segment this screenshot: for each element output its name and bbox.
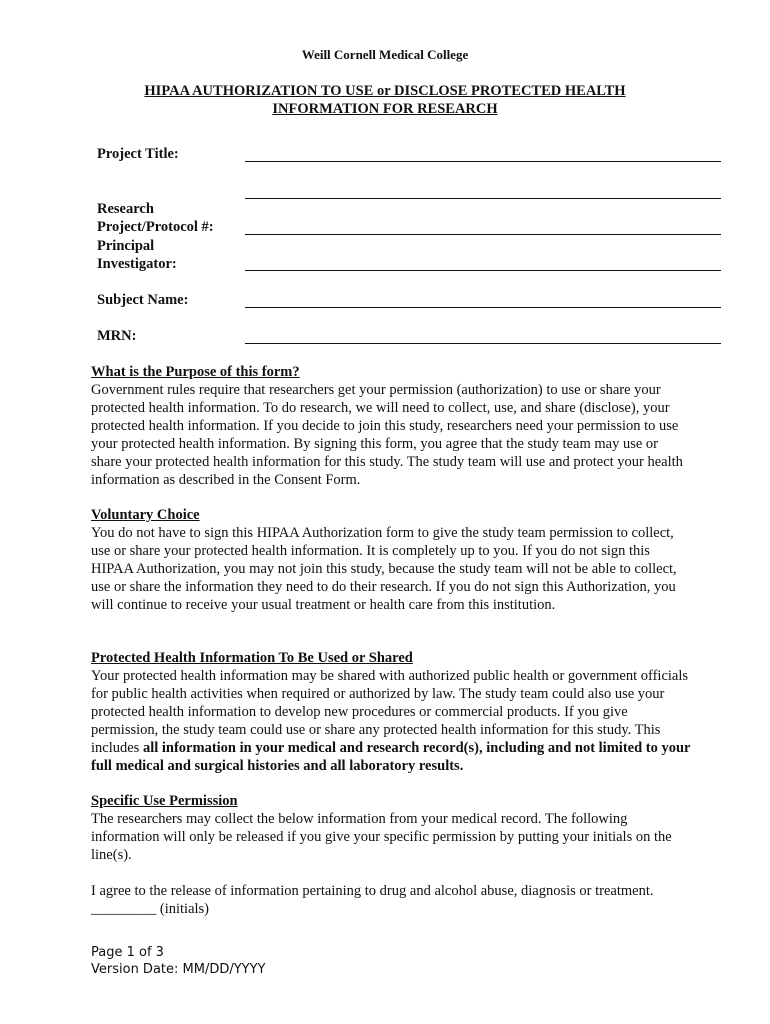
project-title-line-2[interactable] — [245, 198, 721, 199]
research-protocol-label-line-2: Project/Protocol #: — [97, 219, 214, 235]
phi-heading: Protected Health Information To Be Used or Shared — [91, 650, 413, 666]
voluntary-heading: Voluntary Choice — [91, 507, 200, 523]
research-protocol-label-line-1: Research — [97, 201, 154, 217]
purpose-heading: What is the Purpose of this form? — [91, 364, 300, 380]
phi-section — [91, 649, 691, 775]
research-protocol-line[interactable] — [245, 234, 721, 235]
purpose-body: Government rules require that researchers get your permission (authorization) to use or share your protected health information. To do research, we will need to collect, use, and share (disclose), your protected health information. If you decide to join this study, researchers need your permission to use your protected health information. By signing this form, you agree that the study team may use or share your protected health information for this study. The study team will use and protect your health information as described in the Consent Form. — [91, 382, 683, 488]
specific-heading: Specific Use Permission — [91, 793, 238, 809]
mrn-label: MRN: — [97, 328, 137, 344]
specific-agree-text: I agree to the release of information pertaining to drug and alcohol abuse, diagnosis or treatment. — [91, 883, 654, 899]
principal-investigator-label-line-2: Investigator: — [97, 256, 177, 272]
phi-body-text: Your protected health information may be shared with authorized public health or government officials for public health activities when required or authorized by law. The study team could also use your protected health information to develop new procedures or commercial products. If you give permission, the study team could use or share any protected health information for this study. This includes — [91, 668, 689, 756]
project-title-label: Project Title: — [97, 146, 179, 162]
voluntary-section — [91, 506, 691, 614]
mrn-line[interactable] — [245, 343, 721, 344]
research-protocol-label — [97, 200, 214, 236]
document-title-line-1: HIPAA AUTHORIZATION TO USE or DISCLOSE PROTECTED HEALTH — [144, 83, 626, 99]
principal-investigator-label — [97, 237, 177, 273]
version-date: Version Date: MM/DD/YYYY — [91, 962, 266, 977]
specific-initials-field[interactable]: _________ (initials) — [91, 901, 210, 917]
subject-name-label: Subject Name: — [97, 292, 189, 308]
principal-investigator-label-line-1: Principal — [97, 238, 155, 254]
project-title-line-1[interactable] — [245, 161, 721, 162]
phi-body-bold: all information in your medical and research record(s), including and not limited to your full medical and surgical histories and all laboratory results. — [91, 740, 691, 774]
subject-name-line[interactable] — [245, 307, 721, 308]
page-footer — [91, 944, 266, 978]
phi-body — [91, 667, 691, 775]
specific-section — [91, 792, 691, 918]
principal-investigator-line[interactable] — [245, 270, 721, 271]
document-title — [0, 82, 770, 118]
institution-header: Weill Cornell Medical College — [301, 47, 469, 62]
document-title-line-2: INFORMATION FOR RESEARCH — [272, 101, 498, 117]
specific-body: The researchers may collect the below information from your medical record. The following information will only be released if you give your specific permission by putting your initials on the line(s). — [91, 811, 672, 863]
voluntary-body: You do not have to sign this HIPAA Authorization form to give the study team permission to collect, use or share your protected health information. It is completely up to you. If you do not sign this HIPAA Authorization, you may not join this study, because the study team will not be able to collect, use or share the information they need to do their research. If you do not sign this Authorization, you will continue to receive your usual treatment or health care from this institution. — [91, 525, 677, 613]
page-number: Page 1 of 3 — [91, 945, 164, 960]
purpose-section — [91, 363, 691, 489]
